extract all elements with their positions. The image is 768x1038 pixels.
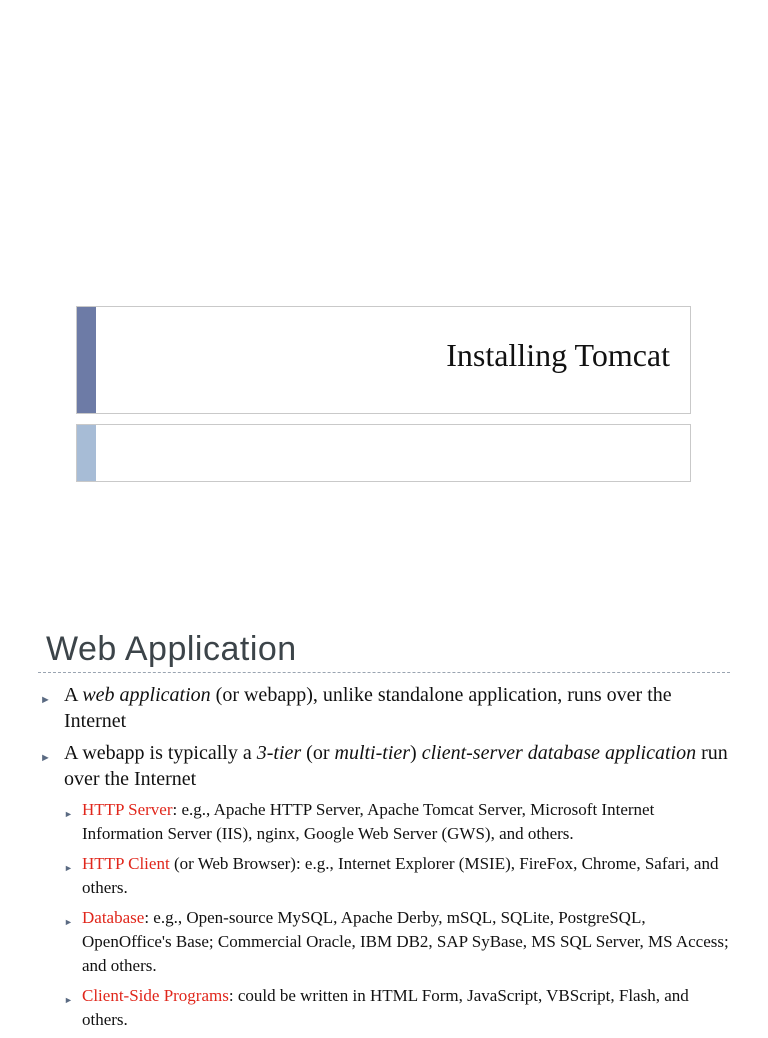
subtitle-accent-bar — [77, 425, 96, 481]
sub-bullet-triangle-icon: ► — [64, 863, 73, 873]
sub-bullet-triangle-icon: ► — [64, 917, 73, 927]
slide-title-text: Installing Tomcat — [446, 337, 670, 373]
slide-content — [30, 682, 730, 1038]
sub-bullet-database: ► Database: e.g., Open-source MySQL, Apache Derby, mSQL, SQLite, PostgreSQL, OpenOffice's Base; Commercial Oracle, IBM DB2, SAP SyBase, MS SQL Server, MS Access; and others. — [64, 908, 729, 975]
title-accent-bar — [77, 307, 96, 413]
bullet-triangle-icon: ► — [40, 752, 51, 764]
sub-bullet-triangle-icon: ► — [64, 809, 73, 819]
bullet-list — [30, 682, 730, 1032]
subtitle-box — [76, 424, 691, 482]
sub-bullet-http-server: ► HTTP Server: e.g., Apache HTTP Server, Apache Tomcat Server, Microsoft Internet Information Server (IIS), nginx, Google Web Server (GWS), and others. — [64, 800, 655, 843]
bullet-3-tier: ► A webapp is typically a 3-tier (or multi-tier) client-server database application run over the Internet — [40, 742, 728, 790]
title-box — [76, 306, 691, 414]
slide-web-application — [0, 600, 768, 1029]
heading-divider — [38, 672, 730, 673]
bullet-web-application: ► A web application (or webapp), unlike standalone application, runs over the Internet — [40, 684, 672, 732]
sub-bullet-http-client: ► HTTP Client (or Web Browser): e.g., Internet Explorer (MSIE), FireFox, Chrome, Safari, and others. — [64, 854, 719, 897]
sub-bullet-triangle-icon: ► — [64, 995, 73, 1005]
sub-bullet-client-side-programs: ► Client-Side Programs: could be written in HTML Form, JavaScript, VBScript, Flash, and others. — [64, 986, 689, 1029]
bullet-triangle-icon: ► — [40, 694, 51, 706]
slide-heading: Web Application — [46, 630, 297, 668]
